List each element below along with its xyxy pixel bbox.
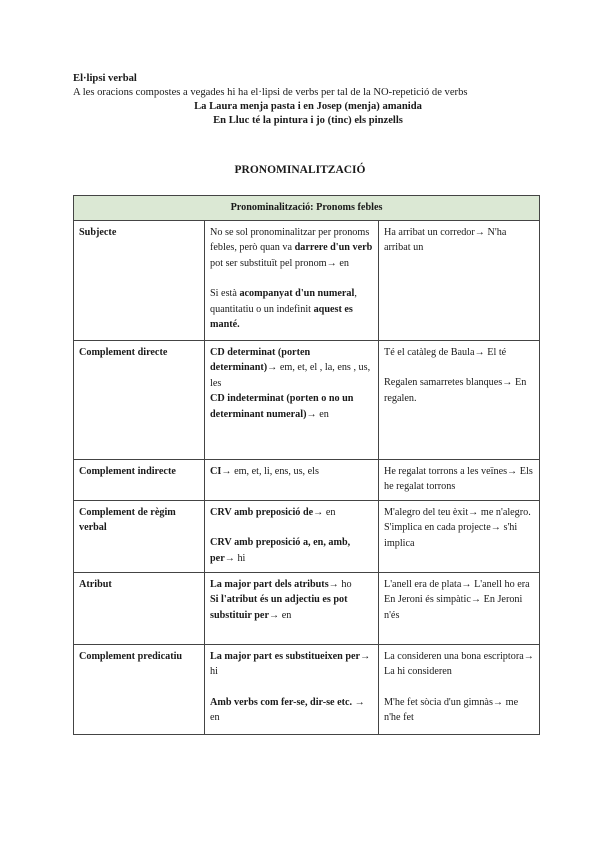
rule-text: em, et, li, ens, us, els xyxy=(231,465,319,477)
pronouns-table xyxy=(73,195,540,735)
rule-paragraph xyxy=(210,535,373,566)
rule-emphasis: darrere d'un verb xyxy=(294,242,373,253)
rule-emphasis: Si l'atribut és un adjectiu es pot substituir per→ xyxy=(210,594,348,621)
example-cell xyxy=(379,459,540,500)
rule-cell xyxy=(205,459,379,500)
table-row xyxy=(74,459,540,500)
rule-cell xyxy=(205,572,379,644)
rule-emphasis: CI→ xyxy=(210,465,232,477)
rule-emphasis: aquest es manté. xyxy=(210,303,353,330)
rule-cell xyxy=(205,220,379,340)
rule-emphasis: CD indeterminat (porten o no un determinant numeral)→ xyxy=(210,393,354,420)
example-text: Té el catàleg de Baula→ El té xyxy=(384,346,507,358)
rule-cell xyxy=(205,500,379,572)
table-header: Pronominalització: Pronoms febles xyxy=(74,196,540,221)
rule-emphasis: La major part dels atributs→ xyxy=(210,578,339,590)
row-label: Complement de règim verbal xyxy=(74,500,205,572)
example-text: Regalen samarretes blanques→ En regalen. xyxy=(384,377,527,404)
intro-section xyxy=(73,72,543,128)
example-cell xyxy=(379,340,540,459)
row-label: Complement predicatiu xyxy=(74,644,205,734)
intro-heading: El·lipsi verbal xyxy=(73,73,137,84)
rule-paragraph xyxy=(210,464,373,480)
example-text: Ha arribat un corredor→ N'ha arribat un xyxy=(384,226,507,253)
row-label: Complement indirecte xyxy=(74,459,205,500)
intro-example-2: En Lluc té la pintura i jo (tinc) els pinzells xyxy=(213,115,403,126)
intro-text: A les oracions compostes a vegades hi ha el·lipsi de verbs per tal de la NO-repetició de verbs xyxy=(73,87,468,98)
rule-paragraph xyxy=(210,286,373,333)
table-header-row xyxy=(74,196,540,221)
table-row xyxy=(74,220,540,340)
rule-paragraph xyxy=(210,577,373,593)
rule-paragraph xyxy=(210,695,373,726)
rule-text: en xyxy=(323,506,336,518)
example-text: S'implica en cada projecte→ s'hi implica xyxy=(384,522,518,549)
rule-cell xyxy=(205,644,379,734)
rule-cell xyxy=(205,340,379,459)
example-text: La consideren una bona escriptora→ La hi consideren xyxy=(384,650,534,677)
example-text: L'anell era de plata→ L'anell ho era xyxy=(384,578,530,590)
table-row xyxy=(74,644,540,734)
table-row xyxy=(74,500,540,572)
rule-paragraph xyxy=(210,592,373,623)
example-text: M'alegro del teu èxit→ me n'alegro. xyxy=(384,506,531,518)
table-row xyxy=(74,572,540,644)
rule-emphasis: CD determinat (porten determinant)→ xyxy=(210,346,311,373)
rule-text: ho xyxy=(338,578,352,590)
rule-paragraph xyxy=(210,649,373,680)
rule-paragraph xyxy=(210,225,373,272)
row-label: Complement directe xyxy=(74,340,205,459)
rule-emphasis: CRV amb preposició de→ xyxy=(210,506,324,518)
rule-paragraph xyxy=(210,505,373,521)
rule-emphasis: La major part es substitueixen per→ xyxy=(210,650,371,662)
rule-text: hi xyxy=(210,666,218,677)
rule-text: en xyxy=(279,609,292,621)
rule-emphasis: acompanyat d'un numeral xyxy=(239,288,355,299)
example-cell xyxy=(379,220,540,340)
rule-paragraph xyxy=(210,345,373,392)
table-row xyxy=(74,340,540,459)
example-cell xyxy=(379,572,540,644)
rule-text: → en xyxy=(210,696,365,723)
rule-text: hi xyxy=(234,552,246,564)
rule-text: , quantitatiu o un indefinit xyxy=(210,288,357,315)
rule-emphasis: CRV amb preposició a, en, amb, per→ xyxy=(210,537,351,564)
example-cell xyxy=(379,500,540,572)
example-text: He regalat torrons a les veïnes→ Els he regalat torrons xyxy=(384,465,533,492)
rule-text: en xyxy=(316,408,329,420)
rule-text: No se sol pronominalitzar per pronoms febles, però quan va xyxy=(210,226,370,253)
rule-emphasis: Amb verbs com fer-se, dir-se etc. xyxy=(210,696,353,708)
example-text: En Jeroni és simpàtic→ En Jeroni n'és xyxy=(384,594,523,621)
example-cell xyxy=(379,644,540,734)
rule-text: pot ser substituït pel pronom→ en xyxy=(210,257,349,269)
row-label: Subjecte xyxy=(74,220,205,340)
intro-example-1: La Laura menja pasta i en Josep (menja) amanida xyxy=(194,101,422,112)
row-label: Atribut xyxy=(74,572,205,644)
rule-text: Si està xyxy=(210,288,240,299)
section-title: PRONOMINALITZACIÓ xyxy=(234,164,366,176)
rule-paragraph xyxy=(210,391,373,422)
example-text: M'he fet sòcia d'un gimnàs→ me n'he fet xyxy=(384,696,519,723)
rule-text: em, et, el , la, ens , us, les xyxy=(210,362,371,389)
